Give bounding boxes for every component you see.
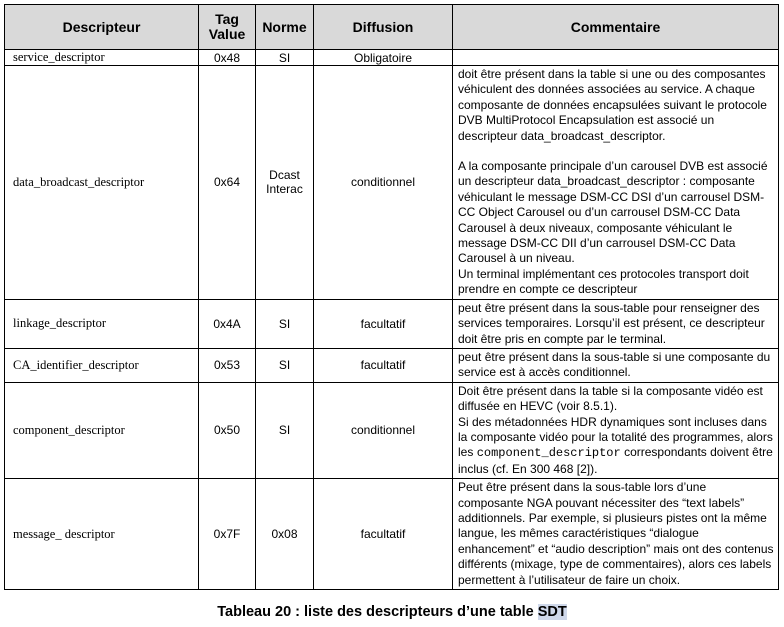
norme-line2: Interac: [266, 182, 303, 197]
cell-norme: SI: [256, 382, 314, 478]
cell-commentaire: [453, 479, 779, 590]
cell-commentaire: [453, 348, 779, 382]
cell-diffusion: conditionnel: [314, 382, 453, 478]
cell-commentaire: [453, 66, 779, 300]
cell-descripteur: CA_identifier_descriptor: [5, 348, 199, 382]
cell-descripteur: data_broadcast_descriptor: [5, 66, 199, 300]
comment-paragraph: A la composante principale d’un carousel DVB est associé un descripteur data_broadcast_descriptor : composante véhiculant le message DSM-CC DSI d’un carrousel DSM-CC Object Carousel ou d’un carrousel DSM-CC Data Carousel à deux niveaux, composante véhiculant le message DSM-CC DII d’un carrousel DSM-CC Data Carousel à un niveau.: [458, 159, 768, 266]
cell-norme: [256, 66, 314, 300]
comment-paragraph: Un terminal implémentant ces protocoles transport doit prendre en compte ce descripteur: [458, 266, 749, 297]
comment-paragraph: Doit être présent dans la table si la composante vidéo est diffusée en HEVC (voir 8.5.1).: [458, 383, 763, 414]
header-descripteur: Descripteur: [5, 5, 199, 50]
table-row: [5, 348, 779, 382]
header-diffusion: Diffusion: [314, 5, 453, 50]
comment-paragraph: peut être présent dans la sous-table si une composante du service est à accès conditionnel.: [458, 349, 771, 380]
cell-descripteur: linkage_descriptor: [5, 299, 199, 348]
comment-text: correspondants doivent être inclus (cf. En 300 468 [2]).: [458, 445, 773, 476]
cell-diffusion: facultatif: [314, 479, 453, 590]
cell-diffusion: facultatif: [314, 299, 453, 348]
table-row: [5, 66, 779, 300]
table-header-row: [5, 5, 779, 50]
caption-highlight: SDT: [537, 604, 567, 620]
cell-tag: 0x4A: [199, 299, 256, 348]
descriptor-table: [4, 4, 779, 590]
cell-tag: 0x53: [199, 348, 256, 382]
code-term: component_descriptor: [476, 446, 621, 461]
cell-diffusion: conditionnel: [314, 66, 453, 300]
table-row: [5, 50, 779, 66]
cell-tag: 0x50: [199, 382, 256, 478]
comment-paragraph: [458, 415, 774, 478]
table-row: [5, 479, 779, 590]
header-norme: Norme: [256, 5, 314, 50]
cell-tag: 0x64: [199, 66, 256, 300]
norme-line1: Dcast: [269, 168, 300, 183]
header-tag-value: [199, 5, 256, 50]
cell-commentaire: [453, 382, 779, 478]
cell-commentaire: [453, 299, 779, 348]
header-tag-line2: Value: [208, 26, 246, 42]
table-row: [5, 299, 779, 348]
header-commentaire: Commentaire: [453, 5, 779, 50]
comment-paragraph: peut être présent dans la sous-table pour renseigner des services temporaires. Lorsqu’il est présent, ce descripteur doit être pris en compte par le terminal.: [458, 300, 765, 346]
cell-commentaire: [453, 50, 779, 66]
cell-tag: 0x7F: [199, 479, 256, 590]
comment-paragraph: doit être présent dans la table si une ou des composantes véhiculent des données associées au service. A chaque composante de données encapsulées suivant le protocole DVB MultiProtocol Encapsulation est associé un descripteur data_broadcast_descriptor.: [458, 67, 767, 143]
caption-text: Tableau 20 : liste des descripteurs d’une table: [217, 604, 538, 620]
cell-diffusion: facultatif: [314, 348, 453, 382]
cell-tag: 0x48: [199, 50, 256, 66]
table-row: [5, 382, 779, 478]
cell-descripteur: service_descriptor: [5, 50, 199, 66]
cell-norme: SI: [256, 50, 314, 66]
table-caption: [0, 604, 784, 620]
cell-descripteur: message_ descriptor: [5, 479, 199, 590]
cell-diffusion: Obligatoire: [314, 50, 453, 66]
comment-paragraph: Peut être présent dans la sous-table lors d’une composante NGA pouvant nécessiter des “text labels” additionnels. Par exemple, si plusieurs pistes ont la même langue, les mêmes caractéristiques “dialogue enhancement” et “audio description” mais ont des contenus différents (mixage, type de commentaires), alors ces labels permettent à l’utilisateur de faire un choix.: [458, 480, 774, 587]
descriptor-table-container: [4, 4, 779, 590]
cell-norme: 0x08: [256, 479, 314, 590]
header-tag-line1: Tag: [215, 11, 239, 27]
cell-norme: SI: [256, 299, 314, 348]
cell-norme: SI: [256, 348, 314, 382]
cell-descripteur: component_descriptor: [5, 382, 199, 478]
comment-text: Si des métadonnées HDR dynamiques sont incluses dans la composante vidéo pour la totalité des programmes, alors les: [458, 414, 773, 460]
